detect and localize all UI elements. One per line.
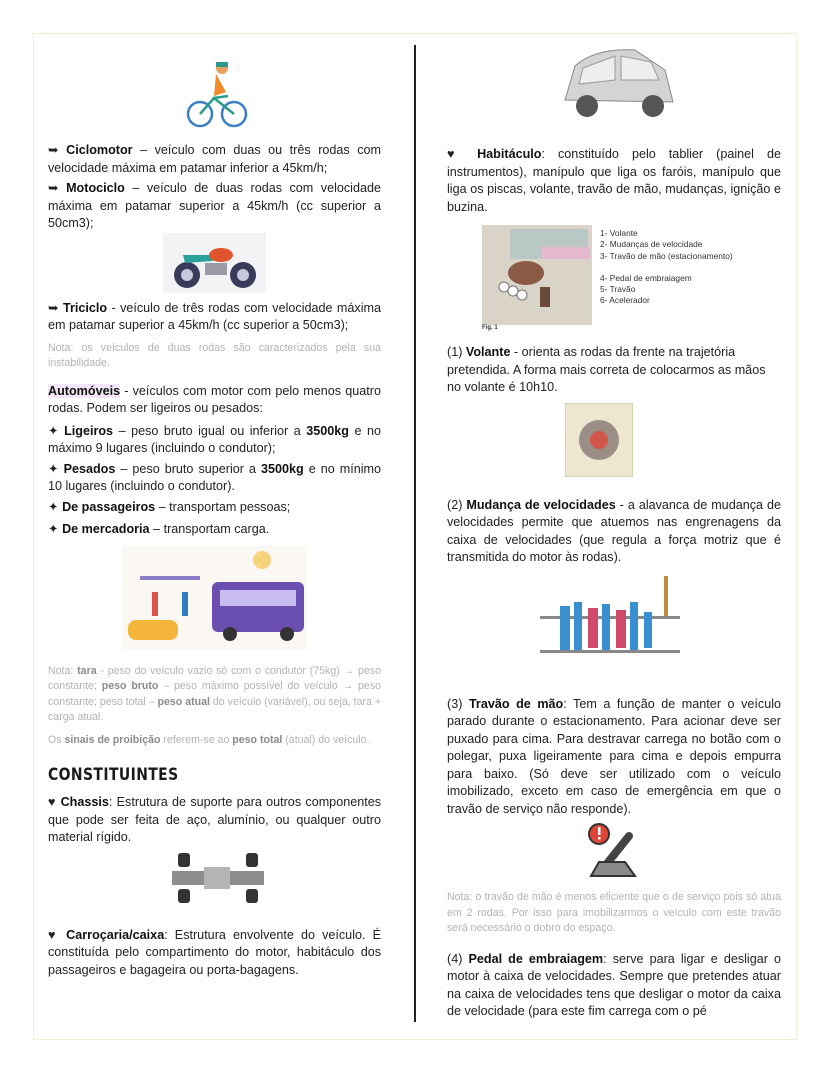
term: Chassis bbox=[60, 795, 109, 809]
description: – transportam pessoas; bbox=[155, 499, 291, 514]
term: Motociclo bbox=[66, 181, 125, 195]
term: Carroçaria/caixa bbox=[66, 927, 165, 942]
item-number: (2) bbox=[447, 497, 467, 512]
description: e no máximo 9 lugares (incluindo o condutor); bbox=[48, 423, 382, 455]
term: Ciclomotor bbox=[66, 143, 133, 157]
paragraph-habitaculo bbox=[447, 146, 781, 216]
handbrake-icon bbox=[585, 822, 641, 878]
term: Travão de mão bbox=[468, 696, 564, 711]
paragraph-passageiros bbox=[48, 499, 381, 517]
paragraph-pesados bbox=[48, 461, 381, 496]
term: Automóveis bbox=[48, 383, 121, 398]
item-number: (1) bbox=[447, 345, 466, 359]
note-term: peso atual bbox=[157, 695, 210, 708]
term: Triciclo bbox=[62, 300, 108, 315]
description: - orienta as rodas da frente na trajetória pretendida. A forma mais correta de colocarmos as mãos no volante é 10h10. bbox=[447, 345, 766, 394]
paragraph-carrocaria bbox=[48, 927, 381, 980]
section-heading: CONSTITUINTES bbox=[48, 765, 179, 785]
note-tara bbox=[48, 664, 381, 726]
description: : Tem a função de manter o veículo parado durante o estacionamento. Para acionar deve ser puxado para cima. Para destravar carrega no botão com o polegar, puxa ligeiramente para cima e depois empurra para baixo. (Só deve ser utilizado com o veículo imobilizado, exceto em caso de emergência em que o travão de serviço não responde). bbox=[447, 696, 781, 816]
term: De mercadoria bbox=[62, 522, 150, 536]
motorcycle-illustration bbox=[163, 233, 266, 293]
column-divider bbox=[414, 45, 416, 1022]
legend-item: 6- Acelerador bbox=[600, 295, 650, 306]
legend-item: 2- Mudanças de velocidade bbox=[600, 239, 703, 250]
term: Habitáculo bbox=[477, 147, 542, 161]
description: – veículo com duas ou três rodas com velocidade máxima em patamar inferior a 45km/h; bbox=[48, 143, 382, 175]
paragraph-automoveis bbox=[48, 383, 381, 418]
note-two-wheels: Nota: os veículos de duas rodas são caracterizados pela sua instabilidade. bbox=[48, 341, 381, 369]
description: - veículo de três rodas com velocidade máxima em patamar superior a 45km/h (cc superior a 50cm3); bbox=[48, 300, 381, 332]
legend-item: 1- Volante bbox=[600, 228, 638, 238]
description: : serve para ligar e desligar o motor à caixa de velocidades. Sempre que pretendes atuar na caixa de velocidades tens que desligar o motor da caixa de velocidade (para este fim carrega com o pé bbox=[447, 951, 781, 1018]
description: - a alavanca de mudança de velocidades permite que atuemos nas engrenagens da caixa de velocidades (que regula a força motriz que é transmitida do motor às rodas). bbox=[447, 497, 781, 564]
arrow-icon: ➥ bbox=[48, 181, 59, 195]
term: Ligeiros bbox=[64, 423, 114, 438]
weight-value: 3500kg bbox=[260, 461, 304, 476]
term: Volante bbox=[465, 345, 511, 359]
description: – peso bruto superior a bbox=[115, 461, 261, 476]
paragraph-volante bbox=[447, 344, 781, 397]
dashboard-legend bbox=[600, 228, 733, 307]
heart-bullet-icon: ♥ bbox=[48, 927, 60, 942]
note-term: tara bbox=[77, 664, 97, 677]
diamond-bullet-icon: ✦ bbox=[48, 522, 59, 536]
term: Mudança de velocidades bbox=[466, 497, 616, 512]
diamond-bullet-icon: ✦ bbox=[48, 423, 59, 438]
term: Pesados bbox=[63, 461, 116, 476]
item-number: (3) bbox=[447, 696, 469, 711]
note-text: Nota: bbox=[48, 664, 78, 677]
term: De passageiros bbox=[62, 499, 156, 514]
dashboard-figure-box bbox=[482, 225, 592, 332]
bicycle-illustration bbox=[186, 58, 248, 130]
paragraph-travao-mao bbox=[447, 696, 781, 819]
diamond-bullet-icon: ✦ bbox=[48, 499, 59, 514]
description: : Estrutura envolvente do veículo. É constituída pelo compartimento do motor, habitáculo dos passageiros e bagageira ou porta-bagagens. bbox=[48, 927, 381, 977]
description: e no mínimo 10 lugares (incluindo o condutor). bbox=[48, 461, 382, 493]
heart-bullet-icon: ♥ bbox=[48, 795, 57, 809]
item-number: (4) bbox=[447, 951, 469, 966]
car-frame-illustration bbox=[555, 40, 681, 126]
right-column bbox=[447, 40, 781, 1021]
note-text: referem-se ao bbox=[160, 733, 233, 746]
note-term: sinais de proibição bbox=[64, 733, 161, 746]
note-term: peso total bbox=[232, 733, 283, 746]
left-column bbox=[48, 58, 381, 979]
paragraph-triciclo bbox=[48, 300, 381, 335]
dashboard-illustration bbox=[482, 225, 592, 325]
description: - veículos com motor com pelo menos quatro rodas. Podem ser ligeiros ou pesados: bbox=[48, 383, 381, 415]
paragraph-mudanca bbox=[447, 497, 781, 567]
diamond-bullet-icon: ✦ bbox=[48, 461, 59, 476]
note-text: Os bbox=[48, 733, 65, 746]
description: – peso bruto igual ou inferior a bbox=[113, 423, 307, 438]
note-text: – peso máximo possível do veículo → peso constante; peso total – bbox=[48, 680, 382, 708]
bus-stop-illustration bbox=[122, 546, 307, 650]
paragraph-ligeiros bbox=[48, 423, 381, 458]
note-text: (atual) do veículo. bbox=[282, 733, 370, 746]
legend-item: 3- Travão de mão (estacionamento) bbox=[600, 250, 733, 261]
heart-bullet-icon: ♥ bbox=[447, 147, 465, 161]
paragraph-mercadoria bbox=[48, 521, 381, 539]
figure-label: Fig. 1 bbox=[482, 325, 498, 331]
note-travao: Nota: o travão de mão é menos eficiente que o de serviço pois só atua em 2 rodas. Por isso para imobilizarmos o veículo com este travão será necessário o dobro do espaço. bbox=[447, 891, 781, 934]
legend-item: 4- Pedal de embraiagem bbox=[600, 272, 692, 283]
paragraph-chassis bbox=[48, 794, 381, 847]
paragraph-pedal bbox=[447, 951, 781, 1021]
clock-steering-illustration bbox=[565, 403, 633, 477]
weight-value: 3500kg bbox=[306, 423, 349, 438]
paragraph-motociclo bbox=[48, 180, 381, 233]
note-term: peso bruto bbox=[101, 680, 159, 692]
arrow-icon: ➥ bbox=[48, 300, 59, 315]
description: – transportam carga. bbox=[149, 522, 270, 536]
paragraph-ciclomotor bbox=[48, 142, 381, 177]
note-sinais bbox=[48, 733, 381, 749]
chassis-illustration bbox=[158, 849, 278, 907]
description: – veículo de duas rodas com velocidade máxima em patamar superior a 45km/h (cc superior a 50cm3); bbox=[48, 181, 382, 230]
gearbox-diagram bbox=[540, 572, 680, 680]
description: : constituído pelo tablier (painel de instrumentos), manípulo que liga os faróis, manípulo que liga os piscas, volante, travão de mão, mudanças, ignição e buzina. bbox=[447, 147, 782, 214]
description: : Estrutura de suporte para outros componentes que pode ser feita de aço, alumínio, ou qualquer outro material rígido. bbox=[48, 795, 382, 844]
term: Pedal de embraiagem bbox=[468, 951, 604, 966]
arrow-icon: ➥ bbox=[48, 143, 59, 157]
note-text: - peso do veículo vazio só com o condutor (75kg) → peso constante; bbox=[48, 664, 381, 692]
note-text: do veículo (variável), ou seja, tara + carga atual. bbox=[48, 695, 382, 723]
legend-item: 5- Travão bbox=[600, 284, 636, 295]
dashboard-figure bbox=[482, 225, 781, 332]
